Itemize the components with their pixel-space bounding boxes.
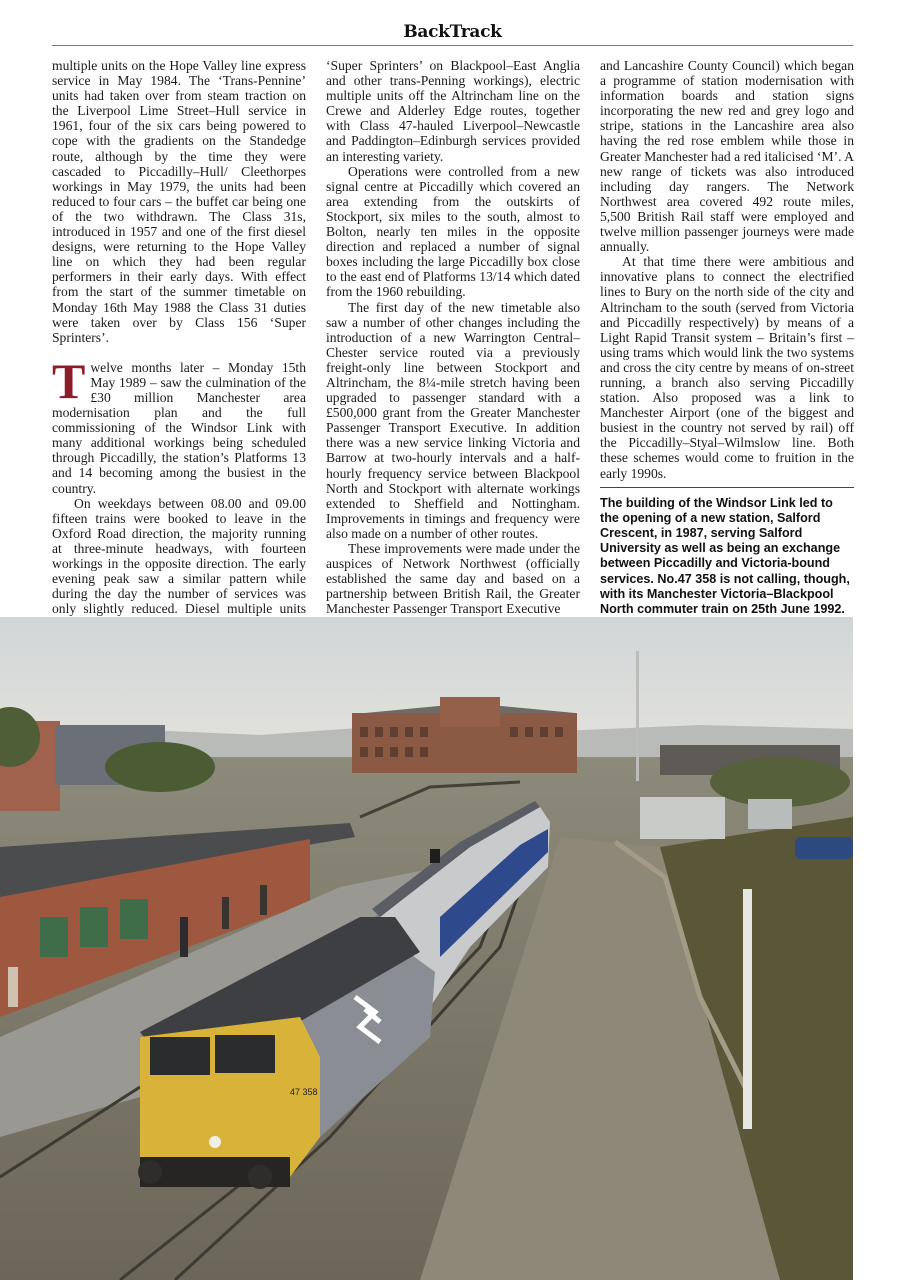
- person: [180, 917, 188, 957]
- paragraph-dropcap: [52, 352, 306, 496]
- person: [260, 885, 267, 915]
- article-column-2: [326, 58, 580, 616]
- paragraph: multiple units on the Hope Valley line express service in May 1984. The ‘Trans-Pennine’ units had taken over from steam traction on the Liverpool Lime Street–Hull service in 1961, four of the six cars being powered to cope with the gradients on the Standedge route, although by the time they were cascaded to Piccadilly–Hull/ Cleethorpes workings in May 1979, the units had been reduced to four cars – the buffet car being one of the two withdrawn. The Class 31s, introduced in 1957 and one of the first diesel designs, were returning to the Hope Valley line on which they had been regular performers in their early days. With effect from the start of the summer timetable on Monday 16th May 1988 the Class 31 duties were taken over by Class 156 ‘Super Sprinters’.: [52, 58, 306, 345]
- hut: [640, 797, 725, 839]
- parked-car: [795, 837, 853, 859]
- drop-cap: T: [52, 352, 86, 409]
- caption-text: The building of the Windsor Link led to the opening of a new station, Salford Crescent, in 1987, serving Salford University as well as being an exchange between Piccadilly and Victoria-bound services. No.47 358 is not calling, though, with its Manchester Victoria–Blackpool North commuter train on 25th June 1992.: [600, 495, 850, 617]
- paragraph: These improvements were made under the auspices of Network Northwest (officially established the same day and based on a partnership between British Rail, the Greater Manchester Passenger Transport Executive: [326, 541, 580, 617]
- signal: [430, 849, 440, 863]
- trees-left: [105, 742, 215, 792]
- photo-caption: [600, 496, 854, 633]
- fence-post: [743, 889, 752, 1129]
- person: [8, 967, 18, 1007]
- paragraph: Operations were controlled from a new signal centre at Piccadilly which covered an area extending from the outskirts of Stockport, six miles to the south, almost to Bolton, nearly ten miles in the opposite direction and replaced a number of signal boxes including the large Piccadilly box close to the east end of Platforms 13/14 which dated from the 1960 rebuilding.: [326, 163, 580, 300]
- cab-window: [150, 1037, 210, 1075]
- article-column-1: [52, 58, 306, 647]
- cab-window: [215, 1035, 275, 1073]
- paragraph: The first day of the new timetable also saw a number of other changes including the introduction of a new Warrington Central–Chester service routed via a previously freight-only line between Stockport and Altrincham, the 8¼-mile stretch having been upgraded to passenger standard with a £500,000 grant from the Greater Manchester Passenger Transport Executive. In addition there was a new service linking Victoria and Barrow at two-hourly intervals and a half-hourly frequency service between Blackpool North and Stockport with alternate workings extended to Sheffield and Nottingham. Improvements in timings and frequency were also made on a number of other routes.: [326, 299, 580, 541]
- buffer: [248, 1165, 272, 1189]
- hut-small: [748, 799, 792, 829]
- person: [222, 897, 229, 929]
- railway-photo: [0, 617, 853, 1280]
- caption-rule: [600, 487, 854, 488]
- lamp-post: [636, 651, 639, 781]
- paragraph-text: welve months later – Monday 15th May 1989 – saw the culmination of the £30 million Manchester area modernisation plan and the full commissioning of the Windsor Link with many additional workings being scheduled through Piccadilly, the station’s Platforms 13 and 14 becoming among the busiest in the country.: [52, 359, 306, 496]
- paragraph: On weekdays between 08.00 and 09.00 fifteen trains were booked to leave in the Oxford Road direction, the majority running at three-minute headways, with fourteen workings in the opposite direction. The early evening peak saw a similar pattern while during the day the number of services was only slightly reduced. Diesel multiple units: [52, 495, 306, 617]
- article-column-3: [600, 58, 854, 632]
- headlight: [209, 1136, 221, 1148]
- masthead-title: BackTrack: [403, 22, 502, 42]
- buffer: [138, 1160, 162, 1184]
- paragraph: At that time there were ambitious and innovative plans to connect the electrified lines to Bury on the north side of the city and Altrincham to the south (served from Victoria and Piccadilly respectively) by means of a Light Rapid Transit system – Britain’s first – using trams which would link the two systems and cross the city centre by means of on-street running, a branch also serving Piccadilly station. Also proposed was a link to Manchester Airport (one of the biggest and busiest in the country not served by rail) off the Piccadilly–Styal–Wilmslow line. Both these schemes would come to fruition in the early 1990s.: [600, 254, 854, 481]
- paragraph: ‘Super Sprinters’ on Blackpool–East Anglia and other trans-Penning workings), electric multiple units off the Altrincham line on the Crewe and Alderley Edge routes, together with Class 47-hauled Liverpool–Newcastle and Paddington–Edinburgh services provided an interesting variety.: [326, 58, 580, 164]
- paragraph: and Lancashire County Council) which began a programme of station modernisation with information boards and station signs incorporating the new red and grey logo and stripe, stations in the Lancashire area also having the red rose emblem while those in Greater Manchester had a red italicised ‘M’. A new range of tickets was also introduced including day rangers. The Network Northwest area covered 492 route miles, 5,500 British Rail staff were employed and twelve million passenger journeys were made annually.: [600, 58, 854, 255]
- loco-number: 47 358: [290, 1087, 318, 1097]
- header-rule: [52, 45, 853, 46]
